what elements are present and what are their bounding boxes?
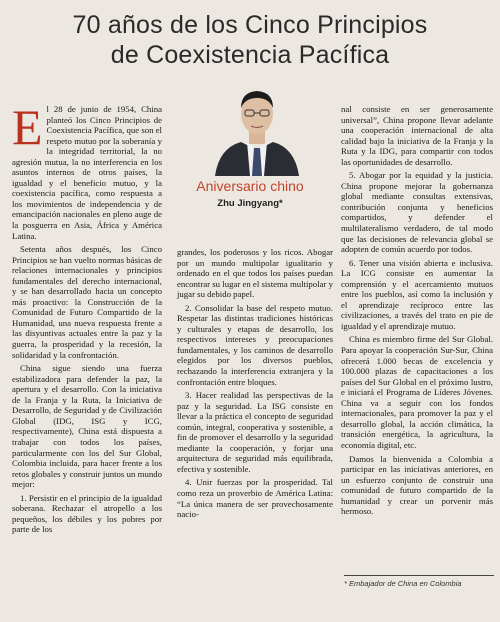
paragraph: Setenta años después, los Cinco Principios se han vuelto normas básicas de relaciones internacionales y principios fundamentales del derecho internacional, y se han desarrollado hacia un concepto más proactivo: la Construcción de la Comunidad de Futuro Compartido de la Humanidad, una nueva respuesta frente a las disyuntivas actuales entre la paz y la guerra, la prosperidad y la recesión, la solidaridad y la confrontación.: [12, 244, 162, 360]
section-caption: Aniversario chino: [196, 178, 304, 194]
portrait-image: [207, 76, 307, 176]
paragraph: 5. Abogar por la equidad y la justicia. China propone mejorar la gobernanza global mediante consultas extensivas, contribución conjunta y beneficios compartidos, y defender el multilateralismo verdadero, de tal modo que las decisiones de relevancia global se adopten de común acuerdo por todos.: [341, 170, 493, 255]
paragraph: China sigue siendo una fuerza estabilizadora para defender la paz, la apertura y el desarrollo. Con la iniciativa de la Franja y la Ruta, la Iniciativa de Desarrollo, de Seguridad y de Civilización Global (IDG, ISG y ICG, respectivamente), China está dispuesta a trabajar con todos los países, particularmente con los del Sur Global, Colombia incluida, para hacer frente a los retos globales y construir juntos un mundo mejor:: [12, 363, 162, 490]
drop-cap: E: [12, 99, 43, 155]
paragraph: 4. Unir fuerzas por la prosperidad. Tal como reza un proverbio de América Latina: “La única manera de ser provechosamente nacio-: [177, 477, 333, 520]
column-2: [177, 247, 333, 523]
paragraph: [12, 99, 162, 241]
author-byline: Zhu Jingyang*: [217, 198, 283, 209]
headline-line-2: de Coexistencia Pacífica: [110, 41, 390, 69]
paragraph: 3. Hacer realidad las perspectivas de la paz y la seguridad. La ISG consiste en llevar a la práctica el concepto de seguridad común, integral, cooperativa y sostenible, a fin de promover el desarrollo y la seguridad mediante la cooperación, y forjar una arquitectura de seguridad más equilibrada, efectiva y sostenible.: [177, 390, 333, 474]
paragraph: 1. Persistir en el principio de la igualdad soberana. Rechazar el atropello a los pequeños, los débiles y los pobres por parte de los: [12, 492, 162, 535]
paragraph: grandes, los poderosos y los ricos. Abogar por un mundo multipolar igualitario y ordenado en el que todos los países puedan encontrar su lugar en el sistema multipolar y jugar su debido papel.: [177, 247, 333, 300]
column-3: [341, 104, 493, 520]
headline: [0, 10, 500, 70]
footnote-divider: [344, 575, 494, 576]
column-1: [12, 99, 162, 538]
author-portrait: [207, 76, 307, 176]
headline-line-1: 70 años de los Cinco Principios: [72, 11, 428, 39]
paragraph: nal consiste en ser generosamente universal”, China propone llevar adelante una cooperación internacional de alta calidad bajo la iniciativa de la Franja y la Ruta y la IDG, para compartir con todos las oportunidades de desarrollo.: [341, 104, 493, 167]
paragraph: Damos la bienvenida a Colombia a participar en las iniciativas anteriores, en un esfuerzo conjunto de construir una comunidad de futuro compartido de la humanidad y crear un porvenir más hermoso.: [341, 453, 493, 517]
author-footnote: * Embajador de China en Colombia: [344, 579, 462, 588]
paragraph-text: l 28 de junio de 1954, China planteó los Cinco Principios de Coexistencia Pacífica, que son el respeto mutuo por la soberanía y la integridad territorial, la no agresión mutua, la no interferencia en los asuntos internos de otros países, la igualdad y el beneficio mutuo, y la coexistencia pacífica, como respuesta a los movimientos de independencia y de emancipación nacionales en pleno auge de la posguerra en Asia, África y América Latina.: [12, 104, 162, 241]
paragraph: 6. Tener una visión abierta e inclusiva. La ICG consiste en aumentar la comprensión y el acercamiento mutuos entre los pueblos, así como la inclusión y el aprendizaje recíproco entre las civilizaciones, a través del trato en pie de igualdad y el aprendizaje mutuo.: [341, 257, 493, 331]
paragraph: 2. Consolidar la base del respeto mutuo. Respetar las distintas tradiciones históricas y culturales y etapas de desarrollo, los respectivos intereses y preocupaciones fundamentales, y los caminos de desarrollo elegidos por los diversos pueblos, rechazando la interferencia extranjera y la confrontación entre bloques.: [177, 302, 333, 387]
paragraph: China es miembro firme del Sur Global. Para apoyar la cooperación Sur-Sur, China ofrecerá 1.000 becas de excelencia y 100.000 plazas de capacitaciones a los países del Sur Global en el próximo lustro, e iniciará el Programa de Líderes Jóvenes. China va a seguir con los fondos internacionales, para promover la paz y el desarrollo global, la acción climática, la transición energética, la agricultura, la economía digital, etc.: [341, 334, 493, 450]
